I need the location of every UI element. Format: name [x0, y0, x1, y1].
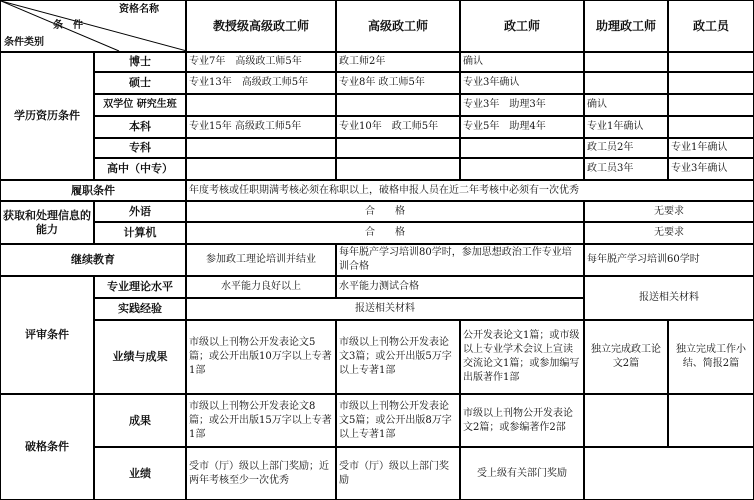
associate-assistant: 政工员2年: [584, 138, 668, 158]
row-label-achievement: 业绩: [94, 447, 186, 500]
corner-label-conditions: 条 件: [53, 20, 83, 31]
row-label-high-school: 高中（中专）: [94, 158, 186, 180]
master-intermediate: 专业3年确认: [460, 72, 584, 94]
double-degree-assistant: 确认: [584, 94, 668, 116]
master-assistant: [584, 72, 668, 94]
performance-staff: 独立完成工作小结、简报2篇: [668, 320, 754, 394]
achievement-intermediate: 受上级有关部门奖励: [460, 447, 584, 500]
high-school-professor-senior: [186, 158, 336, 180]
achievement-junior: [584, 447, 754, 500]
review-junior-materials: 报送相关材料: [584, 276, 754, 320]
bachelor-senior: 专业10年 政工师5年: [336, 116, 460, 138]
bachelor-professor-senior: 专业15年 高级政工师5年: [186, 116, 336, 138]
continuing-professor-senior: 参加政工理论培训并结业: [186, 244, 336, 276]
category-continuing-education: 继续教育: [0, 244, 186, 276]
master-staff: [668, 72, 754, 94]
row-label-foreign-language: 外语: [94, 201, 186, 222]
double-degree-professor-senior: [186, 94, 336, 116]
column-header-senior: 高级政工师: [336, 0, 460, 52]
associate-intermediate: [460, 138, 584, 158]
phd-professor-senior: 专业7年 高级政工师5年: [186, 52, 336, 72]
row-label-double-degree: 双学位 研究生班: [94, 94, 186, 116]
associate-senior: [336, 138, 460, 158]
performance-professor-senior: 市级以上刊物公开发表论文5篇；或公开出版10万字以上专著1部: [186, 320, 336, 394]
category-duty: 履职条件: [0, 180, 186, 201]
row-label-master: 硕士: [94, 72, 186, 94]
theory-senior-intermediate: 水平能力测试合格: [336, 276, 584, 298]
phd-assistant: [584, 52, 668, 72]
results-senior: 市级以上刊物公开发表论文5篇；或公开出版8万字以上专著1部: [336, 394, 460, 447]
bachelor-staff: [668, 116, 754, 138]
phd-senior: 政工师2年: [336, 52, 460, 72]
high-school-senior: [336, 158, 460, 180]
associate-staff: 专业1年确认: [668, 138, 754, 158]
column-header-assistant: 助理政工师: [584, 0, 668, 52]
bachelor-intermediate: 专业5年 助理4年: [460, 116, 584, 138]
high-school-intermediate: [460, 158, 584, 180]
phd-staff: [668, 52, 754, 72]
bachelor-assistant: 专业1年确认: [584, 116, 668, 138]
achievement-professor-senior: 受市（厅）级以上部门奖励；近两年考核至少一次优秀: [186, 447, 336, 500]
theory-professor-senior: 水平能力良好以上: [186, 276, 336, 298]
column-header-staff: 政工员: [668, 0, 754, 52]
row-label-bachelor: 本科: [94, 116, 186, 138]
high-school-assistant: 政工员3年: [584, 158, 668, 180]
row-label-theory-level: 专业理论水平: [94, 276, 186, 298]
phd-intermediate: 确认: [460, 52, 584, 72]
double-degree-intermediate: 专业3年 助理3年: [460, 94, 584, 116]
computer-qualified: 合 格: [186, 222, 584, 244]
column-header-professor-senior: 教授级高级政工师: [186, 0, 336, 52]
results-assistant: [584, 394, 668, 447]
category-exception: 破格条件: [0, 394, 94, 500]
practice-materials: 报送相关材料: [186, 298, 584, 320]
double-degree-staff: [668, 94, 754, 116]
results-staff: [668, 394, 754, 447]
row-label-performance: 业绩与成果: [94, 320, 186, 394]
performance-senior: 市级以上刊物公开发表论文3篇；或公开出版5万字以上专著1部: [336, 320, 460, 394]
performance-intermediate: 公开发表论文1篇；或市级以上专业学术会议上宣读交流论文1篇；或参加编写出版著作1部: [460, 320, 584, 394]
column-header-intermediate: 政工师: [460, 0, 584, 52]
row-label-computer: 计算机: [94, 222, 186, 244]
category-education: 学历资历条件: [0, 52, 94, 180]
foreign-language-not-required: 无要求: [584, 201, 754, 222]
double-degree-senior: [336, 94, 460, 116]
duty-text: 年度考核或任职期满考核必须在称职以上，破格申报人员在近二年考核中必须有一次优秀: [186, 180, 754, 201]
computer-not-required: 无要求: [584, 222, 754, 244]
continuing-senior-intermediate: 每年脱产学习培训80学时，参加思想政治工作专业培训合格: [336, 244, 584, 276]
row-label-practice: 实践经验: [94, 298, 186, 320]
master-professor-senior: 专业13年 高级政工师5年: [186, 72, 336, 94]
corner-label-category: 条件类别: [4, 37, 44, 48]
category-review: 评审条件: [0, 276, 94, 394]
results-professor-senior: 市级以上刊物公开发表论文8篇；或公开出版15万字以上专著1部: [186, 394, 336, 447]
header-corner: [0, 0, 186, 52]
row-label-phd: 博士: [94, 52, 186, 72]
results-intermediate: 市级以上刊物公开发表论文2篇；或参编著作2部: [460, 394, 584, 447]
continuing-junior: 每年脱产学习培训60学时: [584, 244, 754, 276]
performance-assistant: 独立完成政工论文2篇: [584, 320, 668, 394]
associate-professor-senior: [186, 138, 336, 158]
corner-label-qualification: 资格名称: [119, 4, 159, 15]
category-information-ability: 获取和处理信息的能力: [0, 201, 94, 244]
row-label-associate: 专科: [94, 138, 186, 158]
foreign-language-qualified: 合 格: [186, 201, 584, 222]
row-label-results: 成果: [94, 394, 186, 447]
master-senior: 专业8年 政工师5年: [336, 72, 460, 94]
high-school-staff: 专业3年确认: [668, 158, 754, 180]
achievement-senior: 受市（厅）级以上部门奖励: [336, 447, 460, 500]
